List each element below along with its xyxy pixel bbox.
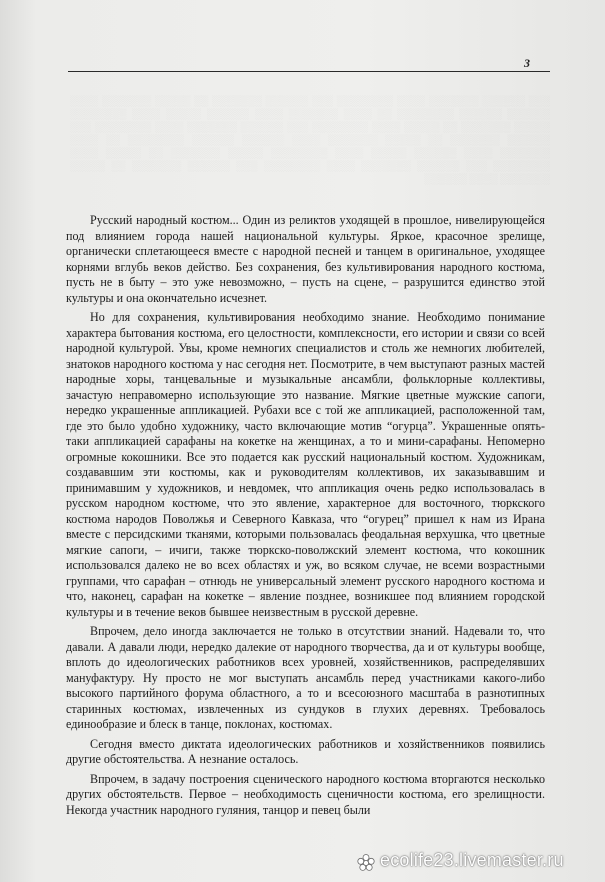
paragraph: Впрочем, дело иногда заключается не только в отсутствии знаний. Надевали то, что давали. А давали люди, нередко далекие от народного творчества, да и от культуры вообще, вплоть до идеологических работников всех уровней, хозяйственников, распределявших мануфактуру. Ну просто не мог выступать ансамбль перед участниками какого-либо высокого партийного форума областного, а то и всесоюзного масштаба в разнотипных старинных костюмах, извлеченных из сундуков в глухих деревнях. Требовалось единообразие и блеск в танце, поклонах, костюмах. [66,624,545,731]
header-rule [68,71,550,72]
paragraph: Сегодня вместо диктата идеологических работников и хозяйственников появились другие обстоятельства. А незнание осталось. [66,736,545,766]
show-through-text: ░░░ ░░░░░░ ░░░░░░░ ░░░░ ░░░░░░░░ ░░░ ░░░░░░ ░░░░░░░ ░░ ░░░░░ ░░░░░░░ ░░░░ ░░░░░░ ░░░░░░ ░░░░░░░░ ░░ ░░░░ ░░░░░░░ ░░░░ ░░░░░░ ░░░░░ ░░░░ ░░░░░░░░ ░░░░░ ░░░░░░░ ░░ ░░░░░ ░░░░ ░░░░░░░░ ░░░ ░░░░░░ ░░░░░░░ ░░░░ ░░░░░░░░ ░░░ ░░░░░░ ░░░░░░░ ░░ ░░░░░ ░░░░░░░ ░░░░ ░░░░░░ ░░░░░░ ░░░░░░░░ ░░ ░░░░ ░░░░░░░ ░░░░ ░░░░░░ ░░░░░ ░░░░ ░░░░░░░░ ░░░░░ ░░░░░░░ ░░ ░░░░░ ░░░░ ░░░░░░░░ ░░░ ░░░░░░ ░░░░░░░ ░░░░ ░░░░░░░░ ░░░ ░░░░░░ ░░░░░░░ ░░ ░░░░░ ░░░░░░░ ░░░░ ░░░░░░ [70,96,550,185]
watermark-text: ecolife23.livemaster.ru [380,850,564,870]
page-number: 3 [524,56,530,70]
paragraph: Но для сохранения, культивирования необходимо знание. Необходимо понимание характера бытования костюма, его целостности, комплексности, его истории и связи со всей народной культурой. Увы, кроме немногих специалистов и столь же немногих любителей, знатоков народного костюма у нас сегодня нет. Посмотрите, в чем выступают разных мастей народные хоры, танцевальные и музыкальные ансамбли, фольклорные коллективы, зачастую неправомерно использующие это название. Мягкие цветные мужские сапоги, нередко украшенные аппликацией. Рубахи все с той же аппликацией, расположенной там, где это было удобно художнику, часто включающие мотив “огурца”. Украшенные опять-таки аппликацией сарафаны на кокетке на женщинах, а то и мини-сарафаны. Непомерно огромные кокошники. Все это подается как русский национальный костюм. Художникам, создававшим эти костюмы, как и руководителям коллективов, их заказывавшим и принимавшим у художников, и невдомек, что аппликация очень редко использовалась в русском народном костюме, что это явление, характерное для восточного, тюркского костюма народов Поволжья и Северного Кавказа, что “огурец” пришел к нам из Ирана вместе с персидскими тканями, которыми пользовалась феодальная верхушка, что цветные мягкие сапоги, – ичиги, также тюркско-поволжский элемент костюма, что кокошник использовался далеко не во всех областях и уж, во всяком случае, не всеми возрастными группами, что сарафан – отнюдь не универсальный элемент русского народного костюма и что, наконец, сарафан на кокетке – явление позднее, возникшее под влиянием городской культуры и в течение веков бывшее неизвестным в русской деревне. [66,310,545,619]
flower-icon [356,853,376,873]
paragraph: Русский народный костюм... Один из реликтов уходящей в прошлое, нивелирующейся под влиянием города нашей национальной культуры. Яркое, красочное зрелище, органически сплетающееся вместе с народной песней и танцем в оригинальное, уходящее корнями вглубь веков действо. Без сохранения, без культивирования народного костюма, пусть не в быту – это уже невозможно, – пусть на сцене, – разрушится единство этой культуры и она окончательно исчезнет. [66,213,545,305]
body-text [66,213,545,818]
paragraph: Впрочем, в задачу построения сценического народного костюма вторгаются несколько других обстоятельств. Первое – необходимость сценичности костюма, его зрелищности. Некогда участник народного гуляния, танцор и певец были [66,771,545,817]
